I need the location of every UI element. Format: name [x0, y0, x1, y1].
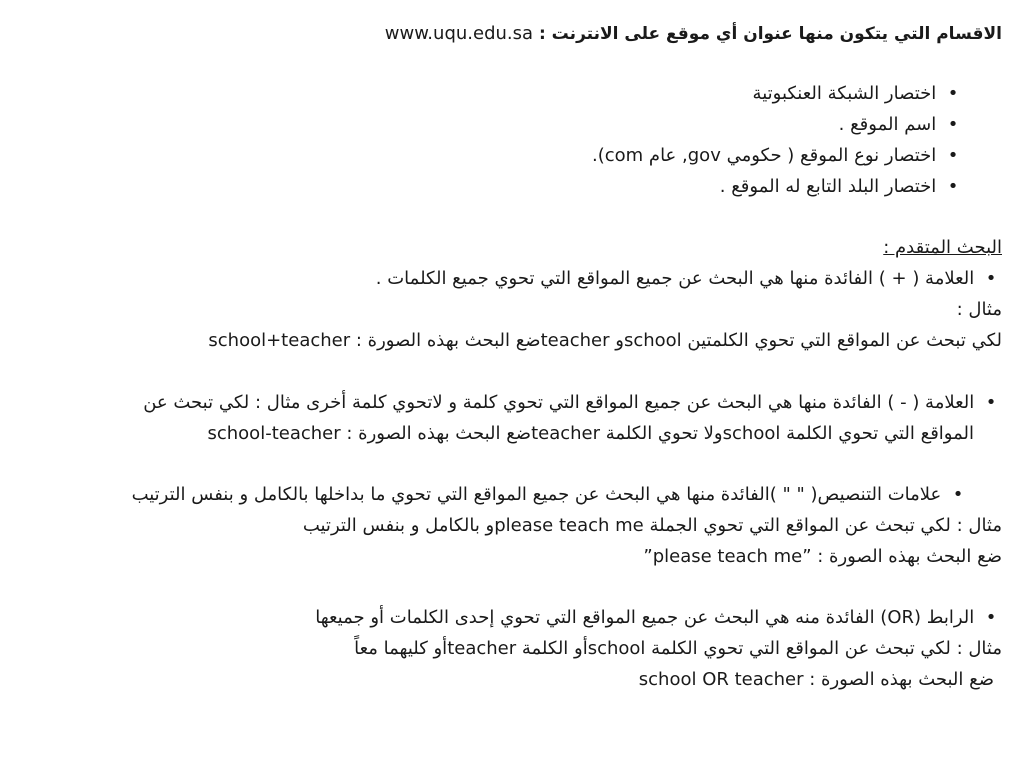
quotes-format [30, 542, 1002, 572]
quotes-line3: ضع البحث بهذه الصورة : ”please teach me” [643, 546, 1002, 567]
bullet: • [947, 114, 959, 135]
or-description [30, 603, 1002, 633]
minus-description [30, 388, 1002, 418]
quotes-description [30, 480, 969, 510]
list-item [30, 79, 964, 109]
list-item-text: اختصار نوع الموقع ( حكومي gov, عام com). [592, 145, 937, 166]
list-item-text: اختصار الشبكة العنكبوتية [752, 83, 937, 104]
plus-desc-text: العلامة ( + ) الفائدة منها هي البحث عن جميع المواقع التي تحوي جميع الكلمات . [375, 268, 975, 289]
bullet: • [947, 145, 959, 166]
list-item [30, 141, 964, 171]
plus-example-label [30, 295, 1002, 325]
list-item [30, 110, 964, 140]
bullet: • [947, 83, 959, 104]
section-heading [30, 233, 1002, 263]
quotes-line1: علامات التنصيص( " " )الفائدة منها هي البحث عن جميع المواقع التي تحوي ما بداخلها بالكامل و بنفس الترتيب [131, 484, 942, 505]
list-item [30, 172, 964, 202]
title-url: www.uqu.edu.sa [384, 23, 534, 44]
or-line1: الرابط (OR) الفائدة منه هي البحث عن جميع المواقع التي تحوي إحدى الكلمات أو جميعها [315, 607, 975, 628]
minus-line1: العلامة ( - ) الفائدة منها هي البحث عن جميع المواقع التي تحوي كلمة و لاتحوي كلمة أخرى مثال : لكي تبحث عن [143, 392, 975, 413]
bullet: • [952, 484, 964, 505]
plus-description [30, 264, 1002, 294]
bullet: • [947, 176, 959, 197]
list-item-text: اسم الموقع . [838, 114, 937, 135]
title-text: الاقسام التي يتكون منها عنوان أي موقع على الانترنت : [538, 24, 1002, 44]
or-format [30, 665, 994, 695]
or-line3: ضع البحث بهذه الصورة : school OR teacher [638, 669, 994, 690]
advanced-heading: البحث المتقدم : [883, 237, 1002, 258]
bullet: • [985, 392, 997, 413]
page-title [30, 19, 1002, 49]
or-example [30, 634, 1002, 664]
plus-example [30, 326, 1002, 356]
bullet: • [985, 607, 997, 628]
list-item-text: اختصار البلد التابع له الموقع . [719, 176, 937, 197]
quotes-example [30, 511, 1002, 541]
minus-example [30, 419, 974, 449]
minus-line2: المواقع التي تحوي الكلمة schoolولا تحوي الكلمة teacherضع البحث بهذه الصورة : school-teacher [207, 423, 974, 444]
plus-example-text: لكي تبحث عن المواقع التي تحوي الكلمتين schoolو teacherضع البحث بهذه الصورة : school+teacher [208, 330, 1002, 351]
quotes-line2: مثال : لكي تبحث عن المواقع التي تحوي الجملة please teach meو بالكامل و بنفس الترتيب [302, 515, 1002, 536]
or-line2: مثال : لكي تبحث عن المواقع التي تحوي الكلمة schoolأو الكلمة teacherأو كليهما معاً [354, 638, 1002, 659]
bullet: • [985, 268, 997, 289]
example-label: مثال : [956, 299, 1002, 320]
